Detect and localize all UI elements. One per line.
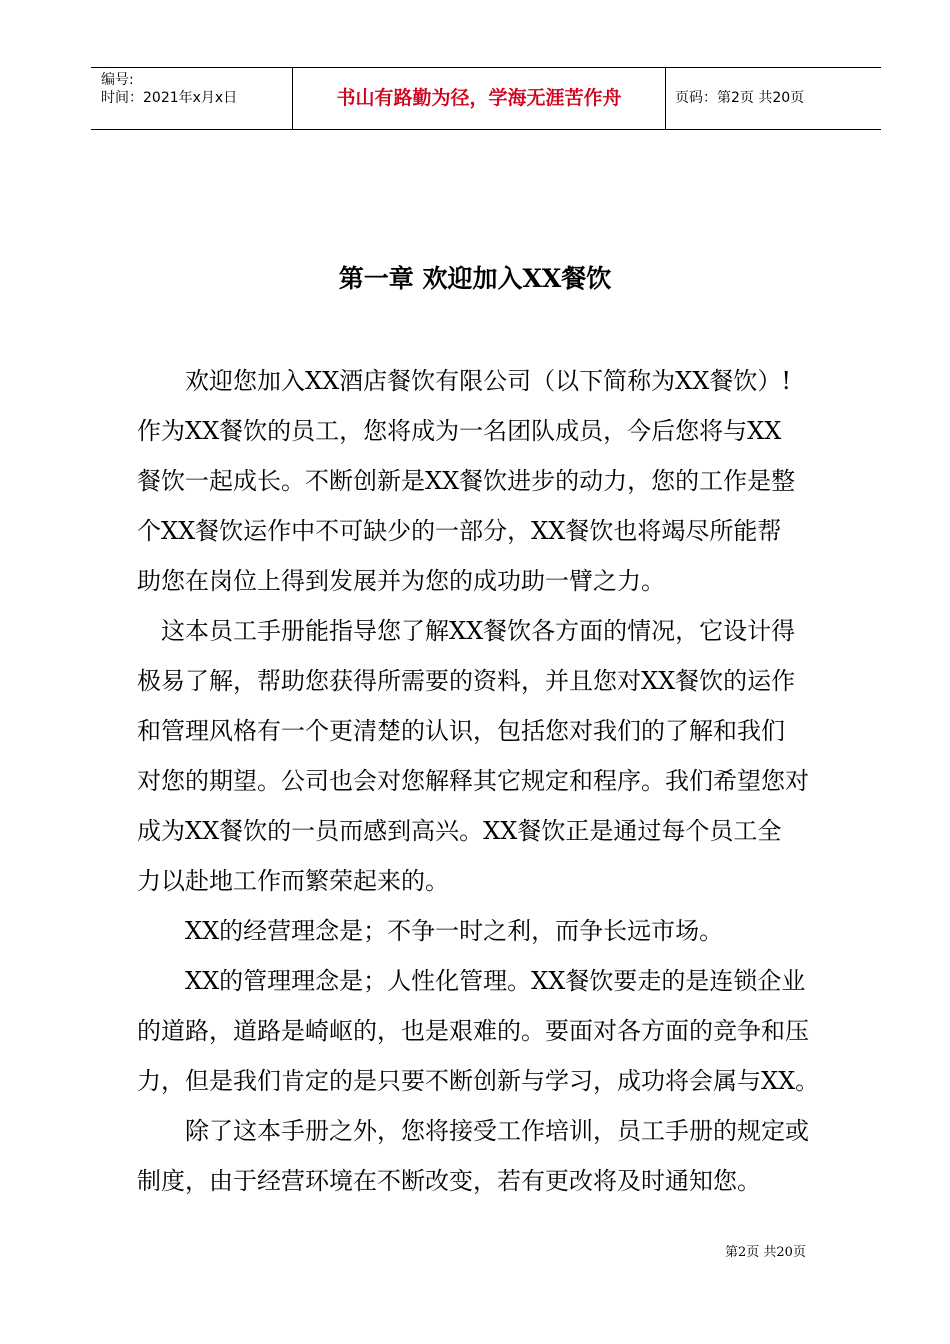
text-line: 成为XX餐饮的一员而感到高兴。XX餐饮正是通过每个员工全 — [137, 817, 782, 845]
page-footer: 第2页 共20页 — [725, 1245, 806, 1260]
paragraph — [137, 1106, 842, 1206]
text-line: 餐饮一起成长。不断创新是XX餐饮进步的动力，您的工作是整 — [137, 467, 796, 495]
text-line: 对您的期望。公司也会对您解释其它规定和程序。我们希望您对 — [137, 767, 809, 795]
paragraph — [137, 906, 842, 956]
text-line: 除了这本手册之外，您将接受工作培训，员工手册的规定或 — [185, 1117, 809, 1145]
text-line: 力，但是我们肯定的是只要不断创新与学习，成功将会属与XX。 — [137, 1067, 820, 1095]
paragraph — [137, 606, 842, 906]
header-time-label: 时间：2021年x月x日 — [101, 90, 238, 106]
header-divider — [665, 68, 666, 129]
paragraph — [137, 956, 842, 1106]
text-line: XX的经营理念是；不争一时之利，而争长远市场。 — [185, 917, 724, 945]
text-line: 制度，由于经营环境在不断改变，若有更改将及时通知您。 — [137, 1167, 761, 1195]
text-line: 和管理风格有一个更清楚的认识，包括您对我们的了解和我们 — [137, 717, 785, 745]
text-line: 这本员工手册能指导您了解XX餐饮各方面的情况，它设计得 — [161, 617, 796, 645]
text-line: 助您在岗位上得到发展并为您的成功助一臂之力。 — [137, 567, 665, 595]
body-text — [137, 356, 842, 1206]
text-line: 作为XX餐饮的员工，您将成为一名团队成员，今后您将与XX — [137, 417, 782, 445]
paragraph — [137, 356, 842, 606]
header-meta — [101, 71, 237, 107]
page-header — [91, 67, 881, 130]
chapter-title: 第一章 欢迎加入XX餐饮 — [338, 264, 612, 293]
text-line: 个XX餐饮运作中不可缺少的一部分，XX餐饮也将竭尽所能帮 — [137, 517, 782, 545]
header-motto: 书山有路勤为径，学海无涯苦作舟 — [336, 87, 622, 109]
header-page-label: 页码：第2页 共20页 — [675, 90, 805, 106]
text-line: 的道路，道路是崎岖的，也是艰难的。要面对各方面的竞争和压 — [137, 1017, 809, 1045]
text-line: 欢迎您加入XX酒店餐饮有限公司（以下简称为XX餐饮）! — [185, 367, 791, 395]
header-number-label: 编号: — [101, 72, 134, 88]
text-line: XX的管理理念是；人性化管理。XX餐饮要走的是连锁企业 — [185, 967, 806, 995]
text-line: 极易了解，帮助您获得所需要的资料，并且您对XX餐饮的运作 — [137, 667, 796, 695]
text-line: 力以赴地工作而繁荣起来的。 — [137, 867, 449, 895]
